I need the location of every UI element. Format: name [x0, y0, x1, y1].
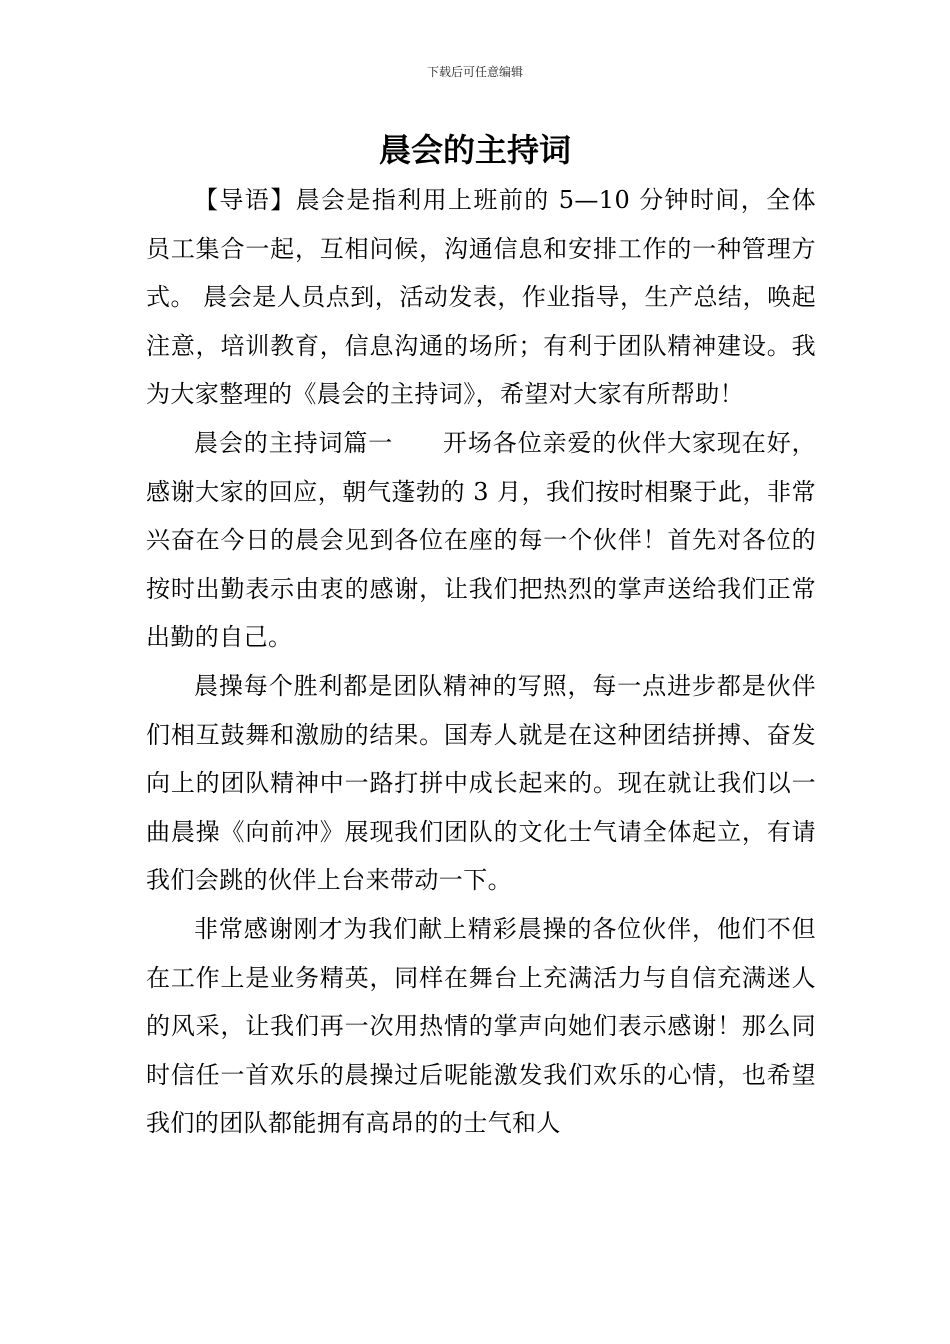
- paragraph-thanks: 非常感谢刚才为我们献上精彩晨操的各位伙伴，他们不但在工作上是业务精英，同样在舞台上充满活力与自信充满迷人的风采，让我们再一次用热情的掌声向她们表示感谢！那么同时信任一首欢乐的晨操过后呢能激发我们欢乐的心情，也希望我们的团队都能拥有高昂的的士气和人: [146, 914, 816, 1138]
- paragraph-morning-exercise: 晨操每个胜利都是团队精神的写照，每一点进步都是伙伴们相互鼓舞和激励的结果。国寿人就是在这种团结拼搏、奋发向上的团队精神中一路打拼中成长起来的。现在就让我们以一曲晨操《向前冲》展现我们团队的文化士气请全体起立，有请我们会跳的伙伴上台来带动一下。: [146, 671, 816, 895]
- paragraph-opening: 晨会的主持词篇一 开场各位亲爱的伙伴大家现在好，感谢大家的回应，朝气蓬勃的 3 月，我们按时相聚于此，非常兴奋在今日的晨会见到各位在座的每一个伙伴！首先对各位的按时出勤表示由衷的感谢，让我们把热烈的掌声送给我们正常出勤的自己。: [146, 428, 816, 652]
- paragraph-intro: 【导语】晨会是指利用上班前的 5—10 分钟时间，全体员工集合一起，互相问候，沟通信息和安排工作的一种管理方式。 晨会是人员点到，活动发表，作业指导，生产总结，唤起注意，培训教育，信息沟通的场所；有利于团队精神建设。我为大家整理的《晨会的主持词》，希望对大家有所帮助！: [146, 186, 816, 409]
- header-note: 下载后可任意编辑: [426, 65, 523, 79]
- document-body: [146, 176, 816, 1148]
- document-title: 晨会的主持词: [378, 131, 571, 169]
